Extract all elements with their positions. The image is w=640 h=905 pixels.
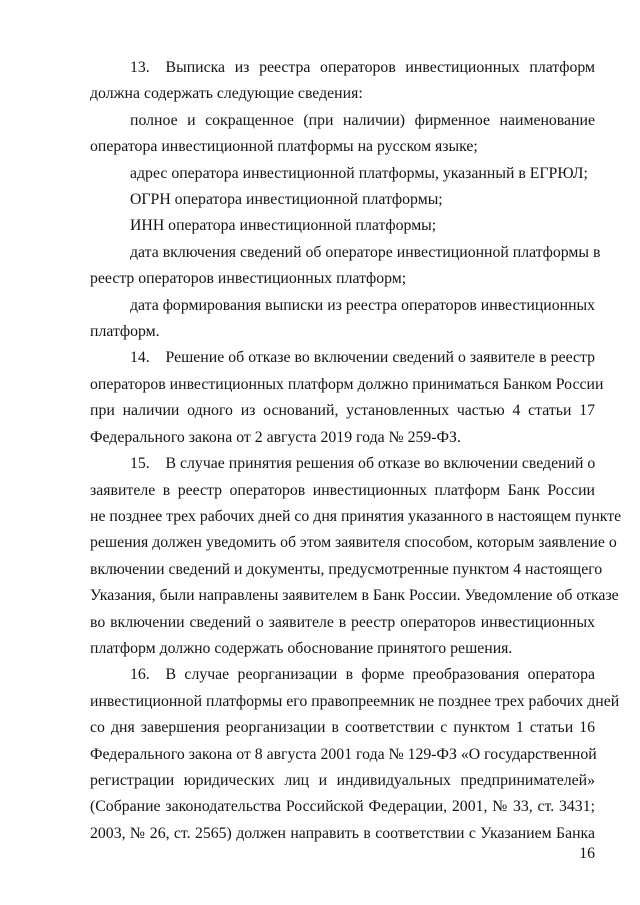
text-line: включении сведений и документы, предусмотренные пунктом 4 настоящего — [90, 560, 603, 578]
text-line: оператора инвестиционной платформы на русском языке; — [90, 138, 478, 156]
text-line: Федерального закона от 8 августа 2001 года № 129-ФЗ «О государственной — [90, 745, 597, 763]
text-line: (Собрание законодательства Российской Федерации, 2001, № 33, ст. 3431; — [90, 798, 595, 816]
text-line: 15. В случае принятия решения об отказе во включении сведений о — [130, 455, 596, 473]
text-line: 13. Выписка из реестра операторов инвестиционных платформ — [130, 59, 595, 76]
text-line: операторов инвестиционных платформ должно приниматься Банком России — [90, 375, 604, 393]
list-item-full-name — [90, 108, 595, 161]
paragraph-16 — [90, 662, 620, 847]
text-line: должна содержать следующие сведения: — [90, 85, 363, 103]
text-line: регистрации юридических лиц и индивидуальных предпринимателей» — [90, 771, 595, 789]
text-line: Указания, были направлены заявителем в Банк России. Уведомление об отказе — [90, 587, 619, 605]
paragraph-15 — [90, 451, 622, 662]
text-line: ИНН оператора инвестиционной платформы; — [130, 217, 437, 235]
text-line: платформ должно содержать обоснование принятого решения. — [90, 639, 513, 657]
page-number: 16 — [579, 845, 595, 862]
text-line: 2003, № 26, ст. 2565) должен направить в соответствии с Указанием Банка — [90, 824, 595, 842]
text-line: адрес оператора инвестиционной платформы, указанный в ЕГРЮЛ; — [130, 164, 588, 182]
paragraph-13 — [90, 55, 595, 108]
text-line: 14. Решение об отказе во включении сведений о заявителе в реестр — [130, 349, 595, 367]
text-line: 16. В случае реорганизации в форме преобразования оператора — [130, 666, 595, 684]
text-line: реестр операторов инвестиционных платформ; — [90, 270, 407, 288]
text-line: Федерального закона от 2 августа 2019 года № 259-ФЗ. — [90, 428, 461, 446]
list-item-extract-date — [90, 293, 595, 346]
text-line: дата формирования выписки из реестра операторов инвестиционных — [130, 296, 596, 314]
text-line: дата включения сведений об операторе инвестиционной платформы в — [130, 243, 601, 261]
text-line: ОГРН оператора инвестиционной платформы; — [130, 191, 443, 209]
list-item-ogrn — [90, 187, 595, 213]
text-line: не позднее трех рабочих дней со дня принятия указанного в настоящем пункте — [90, 507, 622, 525]
list-item-address — [90, 161, 595, 187]
text-line: полное и сокращенное (при наличии) фирменное наименование — [130, 111, 595, 129]
list-item-inclusion-date — [90, 240, 601, 293]
text-line: со дня завершения реорганизации в соответствии с пунктом 1 статьи 16 — [90, 719, 595, 737]
text-line: инвестиционной платформы его правопреемник не позднее трех рабочих дней — [90, 692, 620, 710]
text-line: заявителе в реестр операторов инвестиционных платформ Банк России — [90, 481, 595, 499]
document-body — [90, 55, 622, 847]
paragraph-14 — [90, 345, 604, 451]
text-line: во включении сведений о заявителе в реестр операторов инвестиционных — [90, 613, 595, 631]
list-item-inn — [90, 213, 595, 239]
text-line: решения должен уведомить об этом заявителя способом, которым заявление о — [90, 534, 617, 552]
text-line: при наличии одного из оснований, установленных частью 4 статьи 17 — [90, 402, 595, 420]
text-line: платформ. — [90, 323, 160, 341]
